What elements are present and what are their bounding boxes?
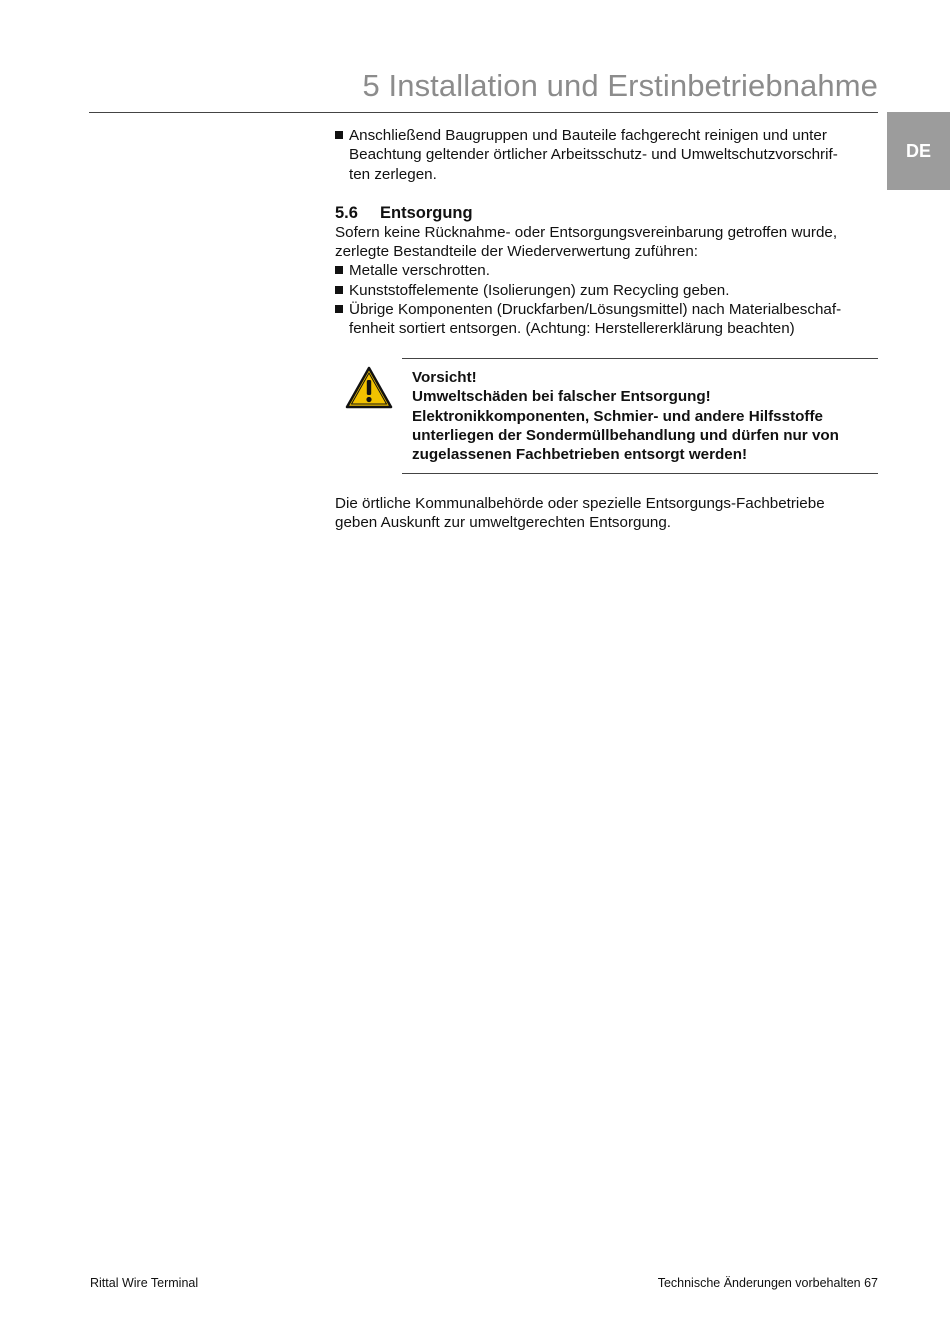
section-title: Entsorgung <box>380 203 473 222</box>
text-line: Sofern keine Rücknahme- oder Entsorgungsvereinbarung getroffen wurde, <box>335 223 838 241</box>
caution-box <box>402 358 878 474</box>
caution-line: unterliegen der Sondermüllbehandlung und dürfen nur von <box>412 426 839 444</box>
footer-product-name: Rittal Wire Terminal <box>90 1276 199 1290</box>
caution-line: zugelassenen Fachbetrieben entsorgt werden! <box>412 446 748 464</box>
text-line: ten zerlegen. <box>349 165 437 183</box>
page-header-title: 5 Installation und Erstinbetriebnahme <box>362 68 878 103</box>
list-item <box>335 281 878 300</box>
square-bullet-icon <box>335 266 343 274</box>
language-tab: DE <box>887 112 950 190</box>
caution-line: Umweltschäden bei falscher Entsorgung! <box>412 388 711 406</box>
caution-heading: Vorsicht! <box>412 369 477 386</box>
main-content <box>335 126 878 339</box>
section-intro <box>335 223 878 262</box>
caution-text <box>412 368 868 464</box>
square-bullet-icon <box>335 131 343 139</box>
list-item <box>335 261 878 280</box>
text-line: zerlegte Bestandteile der Wiederverwertung zuführen: <box>335 243 699 261</box>
square-bullet-icon <box>335 286 343 294</box>
section-heading <box>335 203 878 223</box>
text-line: Kunststoffelemente (Isolierungen) zum Recycling geben. <box>349 281 730 299</box>
text-line: geben Auskunft zur umweltgerechten Entsorgung. <box>335 514 672 532</box>
text-line: Metalle verschrotten. <box>349 262 490 280</box>
text-line: Übrige Komponenten (Druckfarben/Lösungsmittel) nach Materialbeschaf- <box>349 301 842 319</box>
section-number: 5.6 <box>335 203 358 222</box>
text-line: Beachtung geltender örtlicher Arbeitsschutz- und Umweltschutzvorschrif- <box>349 146 838 164</box>
text-line: Anschließend Baugruppen und Bauteile fachgerecht reinigen und unter <box>349 127 827 144</box>
list-item <box>335 126 878 184</box>
caution-line: Elektronikkomponenten, Schmier- und andere Hilfsstoffe <box>412 407 823 425</box>
text-line: Die örtliche Kommunalbehörde oder spezielle Entsorgungs-Fachbetriebe <box>335 495 825 512</box>
header-divider <box>89 112 878 113</box>
footer-page-info: Technische Änderungen vorbehalten 67 <box>657 1276 878 1290</box>
text-line: fenheit sortiert entsorgen. (Achtung: Herstellererklärung beachten) <box>349 320 795 338</box>
closing-paragraph <box>335 494 878 533</box>
square-bullet-icon <box>335 305 343 313</box>
warning-triangle-icon <box>345 366 393 409</box>
list-item <box>335 300 878 339</box>
